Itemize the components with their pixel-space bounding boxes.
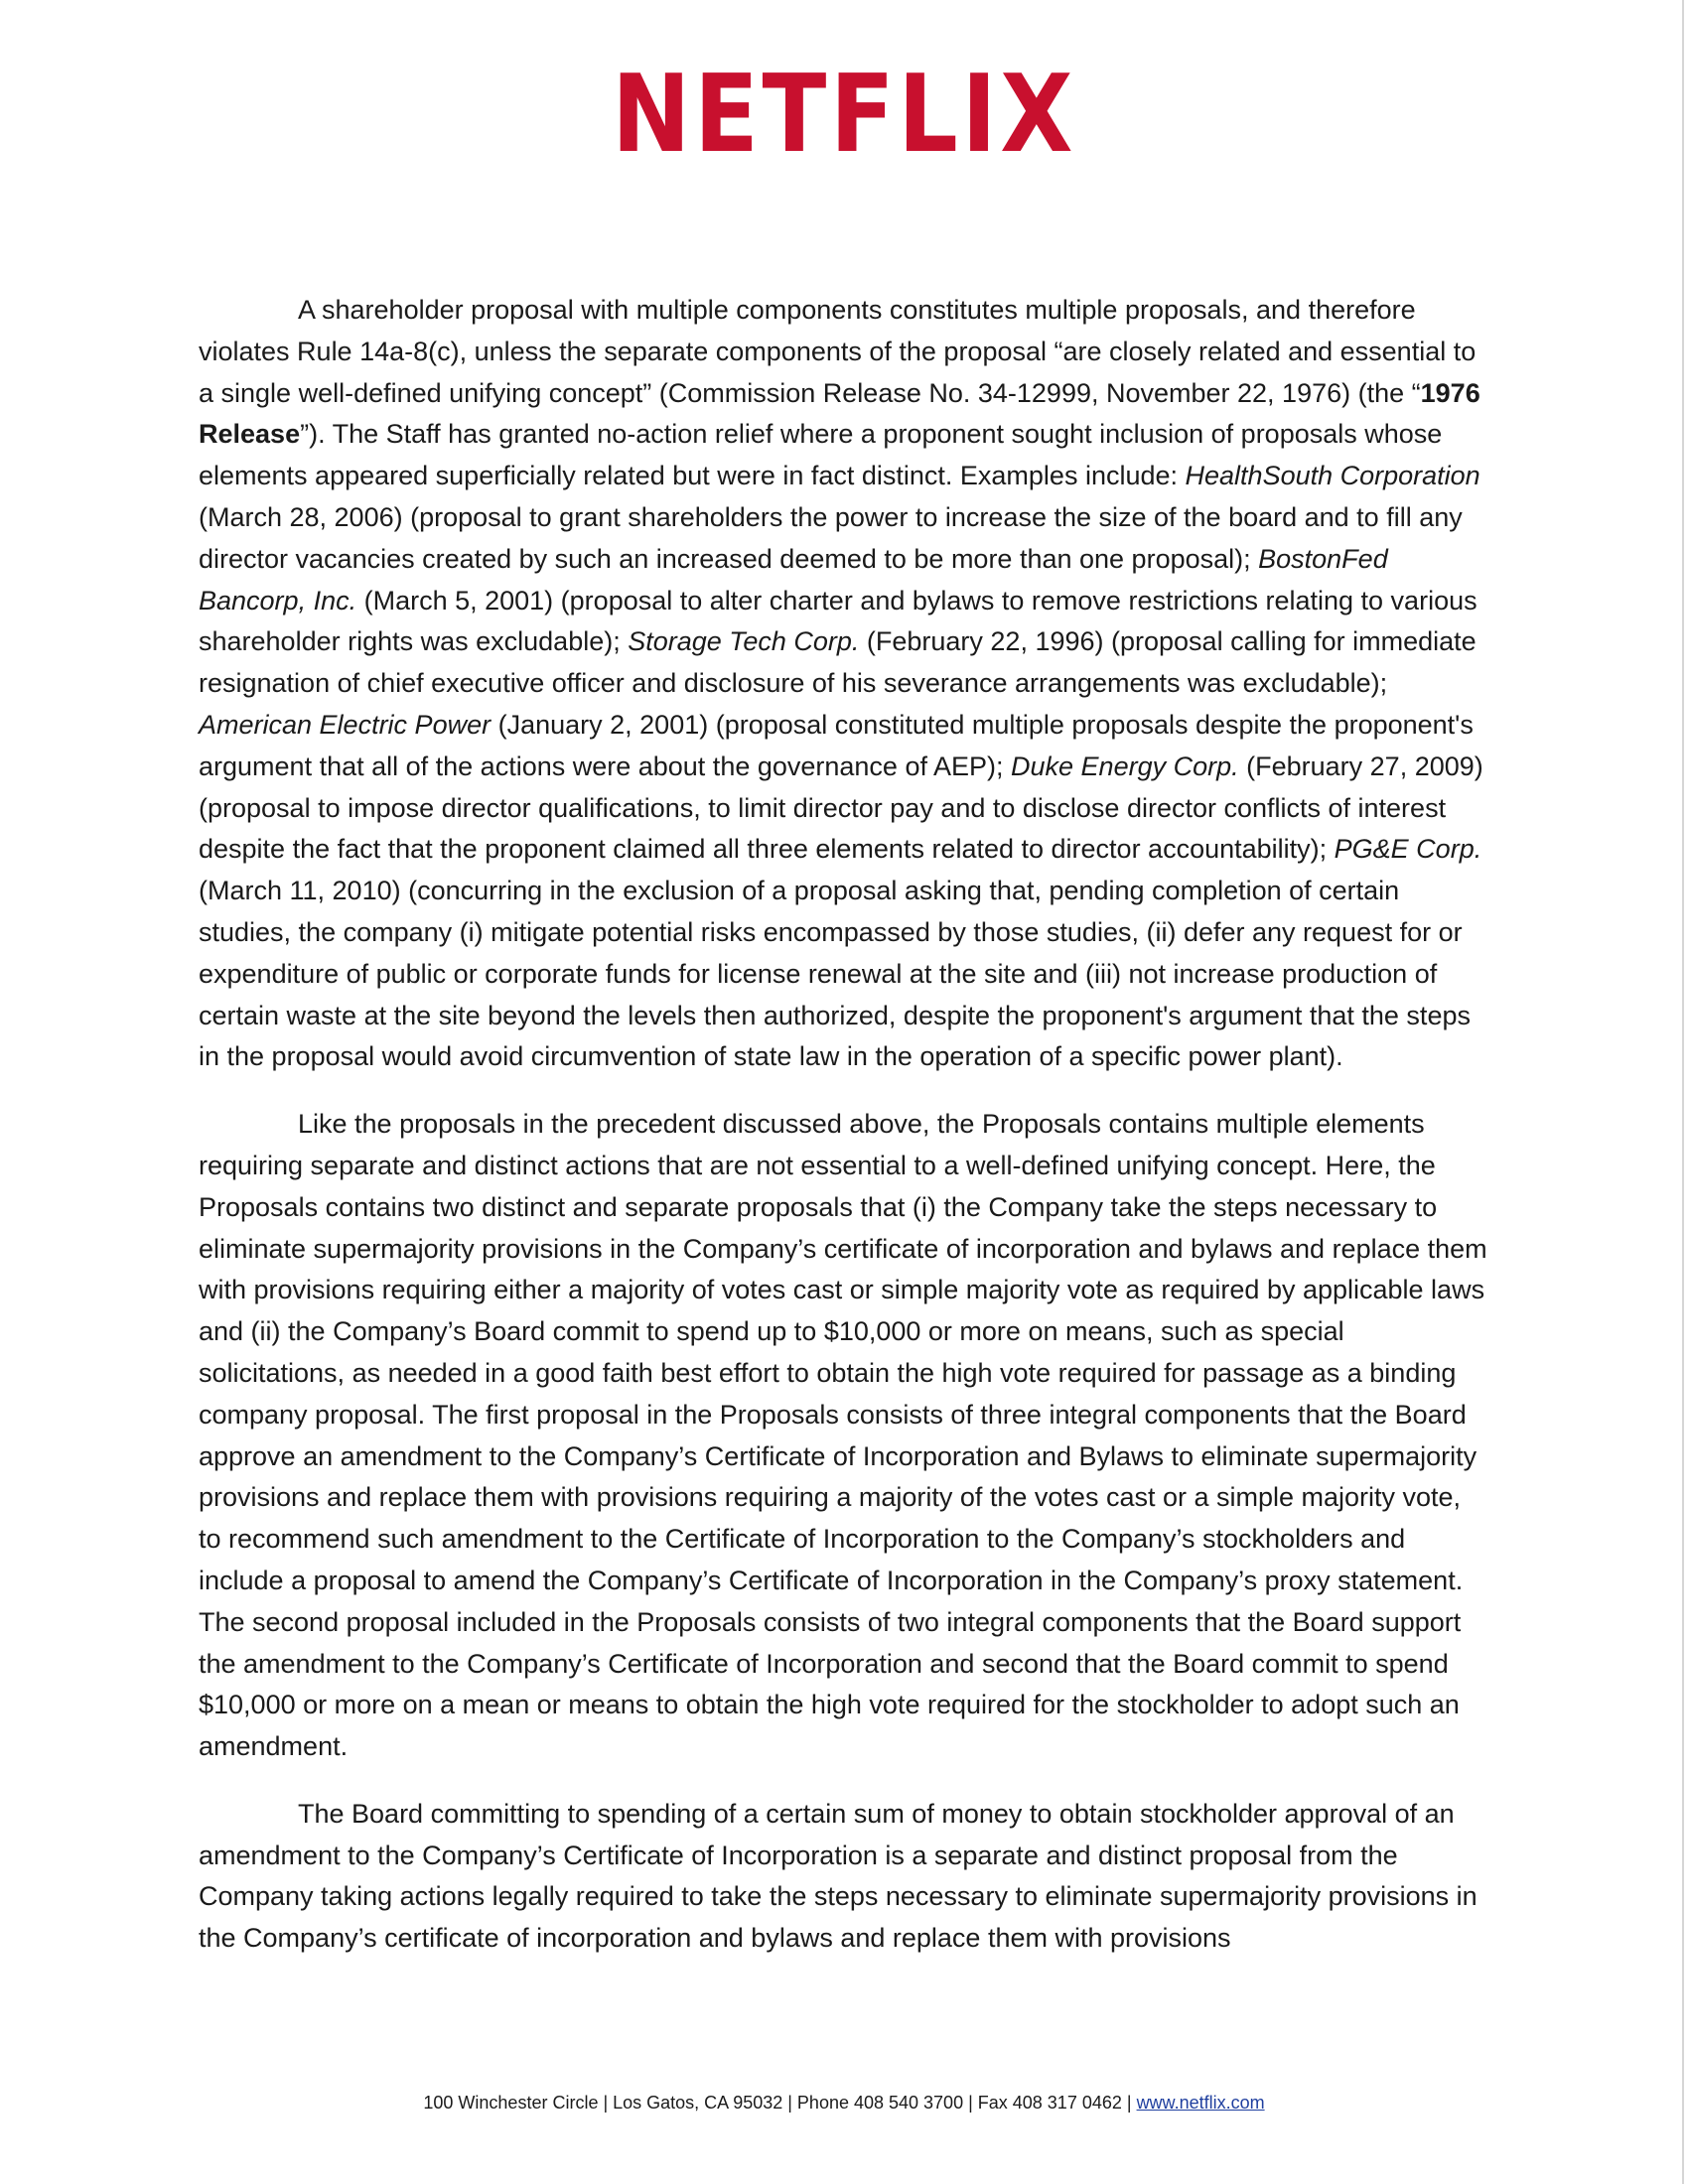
letter-body xyxy=(199,290,1489,1985)
paragraph-3: The Board committing to spending of a certain sum of money to obtain stockholder approval of an amendment to the Company’s Certificate of Incorporation is a separate and distinct proposal from the Company taking actions legally required to take the steps necessary to eliminate supermajority provisions in the Company’s certificate of incorporation and bylaws and replace them with provisions xyxy=(199,1798,1477,1954)
paragraph-1 xyxy=(199,290,1489,1078)
p1-text-3: (March 28, 2006) (proposal to grant shareholders the power to increase the size of the board and to fill any director vacancies created by such an increased deemed to be more than one proposal); xyxy=(199,501,1463,574)
defined-term-1976-release: 1976 Release xyxy=(199,377,1480,450)
netflix-logo: NETFLIX xyxy=(611,53,1077,177)
p1-text-4: (March 5, 2001) (proposal to alter charter and bylaws to remove restrictions relating to various shareholder rights was excludable); xyxy=(199,585,1477,657)
case-name-healthsouth: HealthSouth Corporation xyxy=(1185,461,1480,491)
letterhead-footer xyxy=(0,2093,1688,2114)
p1-text-6: (January 2, 2001) (proposal constituted multiple proposals despite the proponent's argument that all of the actions were about the governance of AEP); xyxy=(199,709,1474,781)
case-name-bostonfed: BostonFed Bancorp, Inc. xyxy=(199,543,1388,615)
case-name-storage-tech: Storage Tech Corp. xyxy=(628,626,860,657)
paragraph-2: Like the proposals in the precedent discussed above, the Proposals contains multiple elements requiring separate and distinct actions that are not essential to a well-defined unifying concept. Here, the Proposals contains two distinct and separate proposals that (i) the Company take the steps necessary to eliminate supermajority provisions in the Company’s certificate of incorporation and bylaws and replace them with provisions requiring either a majority of votes cast or simple majority vote as required by applicable laws and (ii) the Company’s Board commit to spend up to $10,000 or more on means, such as special solicitations, as needed in a good faith best effort to obtain the high vote required for passage as a binding company proposal. The first proposal in the Proposals consists of three integral components that the Board approve an amendment to the Company’s Certificate of Incorporation and Bylaws to eliminate supermajority provisions and replace them with provisions requiring a majority of the votes cast or a simple majority vote, to recommend such amendment to the Certificate of Incorporation to the Company’s stockholders and include a proposal to amend the Company’s Certificate of Incorporation in the Company’s proxy statement. The second proposal included in the Proposals consists of two integral components that the Board support the amendment to the Company’s Certificate of Incorporation and second that the Board commit to spend $10,000 or more on a mean or means to obtain the high vote required for the stockholder to adopt such an amendment. xyxy=(199,1109,1487,1762)
p1-text-5: (February 22, 1996) (proposal calling for immediate resignation of chief executive officer and disclosure of his severance arrangements was excludable); xyxy=(199,626,1477,699)
p1-text-2: ”). The Staff has granted no-action relief where a proponent sought inclusion of proposals whose elements appeared superficially related but were in fact distinct. Examples include: xyxy=(199,419,1443,491)
website-link[interactable]: www.netflix.com xyxy=(1136,2093,1265,2113)
case-name-duke-energy: Duke Energy Corp. xyxy=(1011,751,1239,781)
page-edge xyxy=(1682,0,1684,2184)
p1-text-7: (February 27, 2009) (proposal to impose director qualifications, to limit director pay and to disclose director conflicts of interest despite the fact that the proponent claimed all three elements related to director accountability); xyxy=(199,751,1483,865)
p1-text-8: (March 11, 2010) (concurring in the exclusion of a proposal asking that, pending completion of certain studies, the company (i) mitigate potential risks encompassed by those studies, (ii) defer any request for or expenditure of public or corporate funds for license renewal at the site and (iii) not increase production of certain waste at the site beyond the levels then authorized, despite the proponent's argument that the steps in the proposal would avoid circumvention of state law in the operation of a specific power plant). xyxy=(199,876,1471,1072)
p1-text-1: A shareholder proposal with multiple components constitutes multiple proposals, and therefore violates Rule 14a-8(c), unless the separate components of the proposal “are closely related and essential to a single well-defined unifying concept” (Commission Release No. 34-12999, November 22, 1976) (the “ xyxy=(199,295,1477,408)
case-name-american-electric-power: American Electric Power xyxy=(199,709,492,740)
footer-address: 100 Winchester Circle | Los Gatos, CA 95032 | Phone 408 540 3700 | Fax 408 317 0462 | xyxy=(423,2093,1137,2113)
case-name-pge: PG&E Corp. xyxy=(1334,834,1482,865)
